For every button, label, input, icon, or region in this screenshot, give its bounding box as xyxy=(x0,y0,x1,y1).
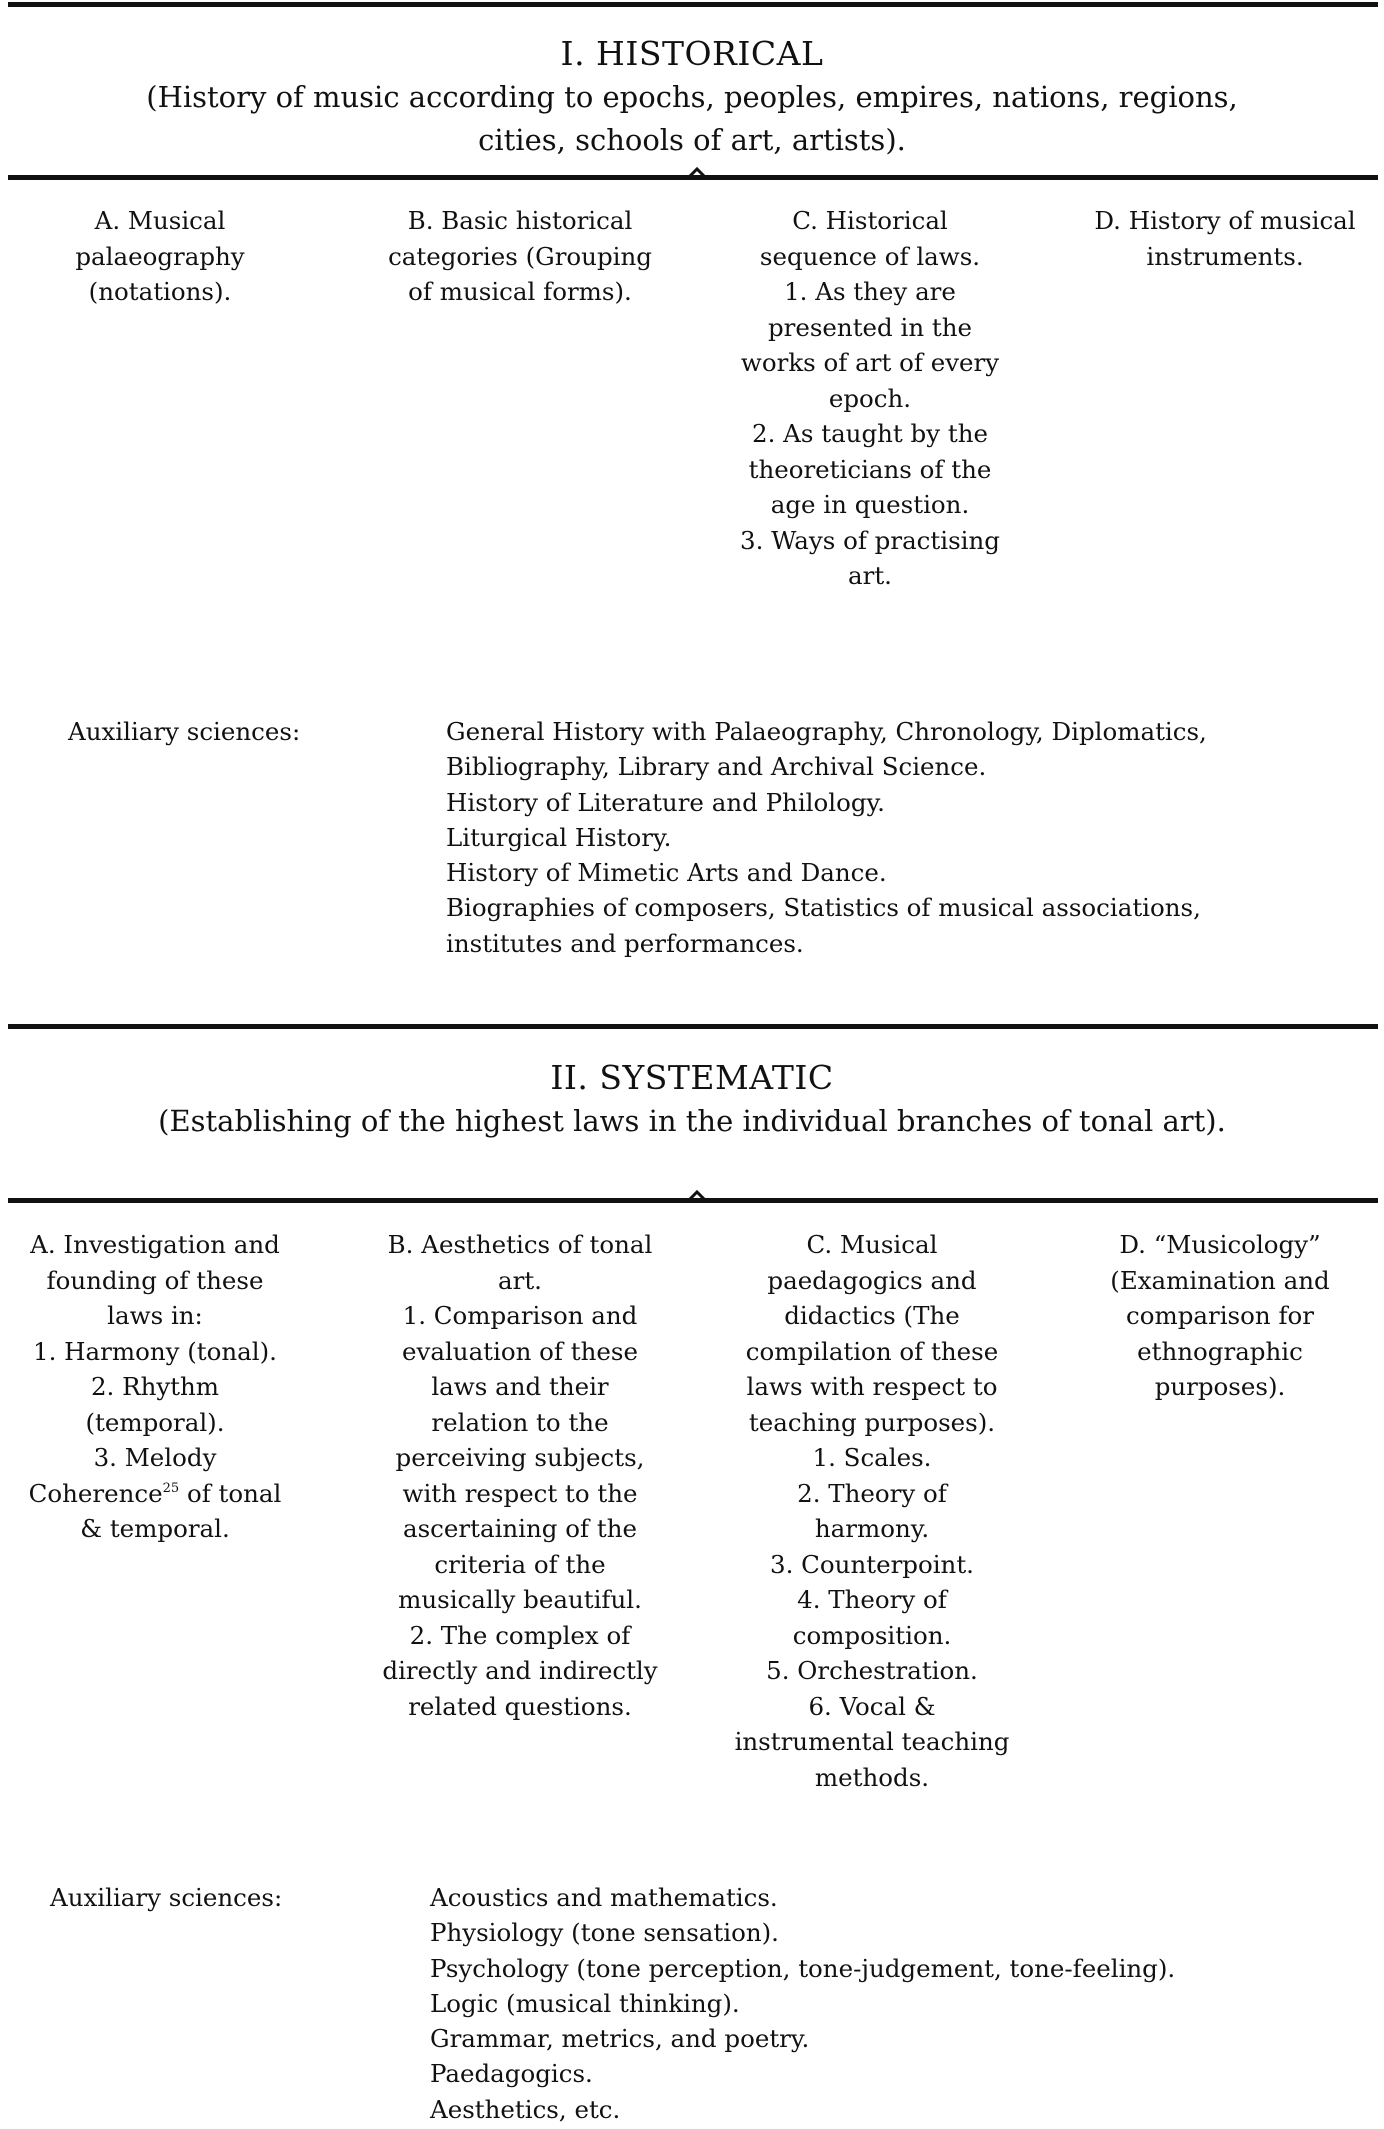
column-line: relation to the xyxy=(431,1407,609,1437)
column-c-historical-sequence xyxy=(710,203,1030,594)
auxiliary-sciences-label: Auxiliary sciences: xyxy=(68,717,301,746)
auxiliary-item: Acoustics and mathematics. xyxy=(430,1883,778,1912)
column-line: teaching purposes). xyxy=(748,1407,996,1437)
column-line: theoreticians of the xyxy=(748,454,992,484)
column-line: of musical forms). xyxy=(408,277,632,306)
section-subtitle xyxy=(0,76,1384,162)
footnote-marker[interactable]: 25 xyxy=(162,1480,180,1496)
column-line: related questions. xyxy=(408,1691,632,1721)
auxiliary-item: History of Literature and Philology. xyxy=(446,787,885,817)
auxiliary-item: Logic (musical thinking). xyxy=(430,1988,740,2018)
coherence-text: Coherence xyxy=(28,1478,163,1508)
column-line: 1. As they are xyxy=(784,277,956,306)
auxiliary-item: Grammar, metrics, and poetry. xyxy=(430,2024,810,2054)
column-line: perceiving subjects, xyxy=(395,1443,645,1472)
column-line: D. History of musical xyxy=(1094,206,1356,235)
auxiliary-item: institutes and performances. xyxy=(446,928,804,958)
column-line: comparison for xyxy=(1126,1301,1314,1330)
auxiliary-sciences-label: Auxiliary sciences: xyxy=(50,1883,283,1912)
column-line: epoch. xyxy=(828,383,912,413)
column-line: age in question. xyxy=(770,490,970,519)
column-line: ascertaining of the xyxy=(403,1514,637,1543)
column-line: & temporal. xyxy=(80,1514,230,1543)
column-line: paedagogics and xyxy=(767,1265,977,1295)
coherence-rest: of tonal xyxy=(179,1478,282,1508)
column-line: A. Musical xyxy=(94,206,226,235)
auxiliary-item: Liturgical History. xyxy=(446,822,672,852)
column-line: compilation of these xyxy=(745,1336,999,1366)
column-a-musical-palaeography xyxy=(40,203,280,310)
column-line: B. Basic historical xyxy=(407,206,633,235)
column-d-musicology xyxy=(1070,1227,1370,1405)
auxiliary-item: Paedagogics. xyxy=(430,2059,593,2089)
column-line: 6. Vocal & xyxy=(808,1691,936,1721)
auxiliary-item: Psychology (tone perception, tone-judgement, tone-feeling). xyxy=(430,1953,1176,1983)
column-line: (temporal). xyxy=(85,1407,225,1437)
auxiliary-sciences-list xyxy=(430,1880,1175,2127)
column-line: 3. Counterpoint. xyxy=(770,1549,974,1579)
section-subtitle xyxy=(0,1100,1384,1143)
section-title: II. SYSTEMATIC xyxy=(550,1058,834,1097)
column-line: categories (Grouping xyxy=(388,241,652,271)
column-line: 3. Melody xyxy=(93,1443,217,1472)
column-line: C. Musical xyxy=(806,1230,938,1259)
column-line: 1. Scales. xyxy=(812,1443,932,1472)
subtitle-line: (Establishing of the highest laws in the individual branches of tonal art). xyxy=(158,1104,1226,1138)
column-line: 3. Ways of practising xyxy=(740,525,1000,555)
auxiliary-item: Physiology (tone sensation). xyxy=(430,1918,779,1948)
column-b-basic-historical-categories xyxy=(355,203,685,310)
column-line: 2. The complex of xyxy=(409,1620,631,1650)
subtitle-line: (History of music according to epochs, peoples, empires, nations, regions, xyxy=(146,80,1238,114)
column-line: evaluation of these xyxy=(402,1336,638,1366)
column-line: with respect to the xyxy=(402,1478,638,1508)
column-line: laws in: xyxy=(107,1301,203,1330)
auxiliary-item: Bibliography, Library and Archival Science. xyxy=(446,752,987,782)
column-line: A. Investigation and xyxy=(30,1230,280,1259)
column-line: D. “Musicology” xyxy=(1119,1230,1321,1259)
auxiliary-sciences-list xyxy=(446,714,1207,961)
column-line: laws with respect to xyxy=(746,1372,998,1401)
column-line: 5. Orchestration. xyxy=(766,1656,978,1685)
column-line: palaeography xyxy=(75,241,245,271)
column-line: ethnographic xyxy=(1137,1336,1303,1366)
column-line: laws and their xyxy=(431,1372,609,1401)
column-line: criteria of the xyxy=(434,1549,606,1579)
column-line: sequence of laws. xyxy=(759,241,981,271)
column-c-paedagogics xyxy=(712,1227,1032,1795)
column-line: art. xyxy=(498,1265,542,1295)
column-line: 2. Theory of xyxy=(797,1478,947,1508)
auxiliary-item: General History with Palaeography, Chronology, Diplomatics, xyxy=(446,717,1207,746)
top-rule xyxy=(8,2,1378,7)
column-line: harmony. xyxy=(814,1514,930,1543)
auxiliary-item: History of Mimetic Arts and Dance. xyxy=(446,858,887,888)
column-line: purposes). xyxy=(1154,1372,1286,1401)
column-line: 2. As taught by the xyxy=(752,419,988,448)
column-line: didactics (The xyxy=(784,1301,960,1330)
subtitle-line: cities, schools of art, artists). xyxy=(478,123,906,157)
column-line: instruments. xyxy=(1146,241,1304,271)
column-line: C. Historical xyxy=(792,206,948,235)
auxiliary-item: Aesthetics, etc. xyxy=(430,2094,621,2124)
column-line: 1. Harmony (tonal). xyxy=(33,1336,277,1366)
section-separator-rule xyxy=(8,1024,1378,1029)
auxiliary-item: Biographies of composers, Statistics of musical associations, xyxy=(446,893,1201,923)
section-title: I. HISTORICAL xyxy=(560,34,824,73)
column-line: methods. xyxy=(814,1762,930,1792)
column-line: 2. Rhythm xyxy=(90,1372,220,1401)
column-line: works of art of every xyxy=(740,348,1000,377)
column-line: B. Aesthetics of tonal xyxy=(387,1230,653,1259)
column-line: presented in the xyxy=(767,312,973,342)
column-line: (notations). xyxy=(88,277,232,306)
column-line: founding of these xyxy=(46,1265,264,1295)
column-d-history-of-instruments xyxy=(1065,203,1384,274)
column-line: directly and indirectly xyxy=(382,1656,658,1685)
column-line xyxy=(0,1476,310,1512)
column-line: 4. Theory of xyxy=(797,1585,947,1614)
column-line: art. xyxy=(848,561,892,590)
column-line: musically beautiful. xyxy=(398,1585,642,1614)
column-b-aesthetics xyxy=(350,1227,690,1724)
column-line: instrumental teaching xyxy=(734,1727,1010,1756)
column-line: composition. xyxy=(792,1620,952,1650)
column-line: (Examination and xyxy=(1110,1265,1330,1295)
column-a-investigation xyxy=(0,1227,310,1547)
column-line: 1. Comparison and xyxy=(402,1301,638,1330)
